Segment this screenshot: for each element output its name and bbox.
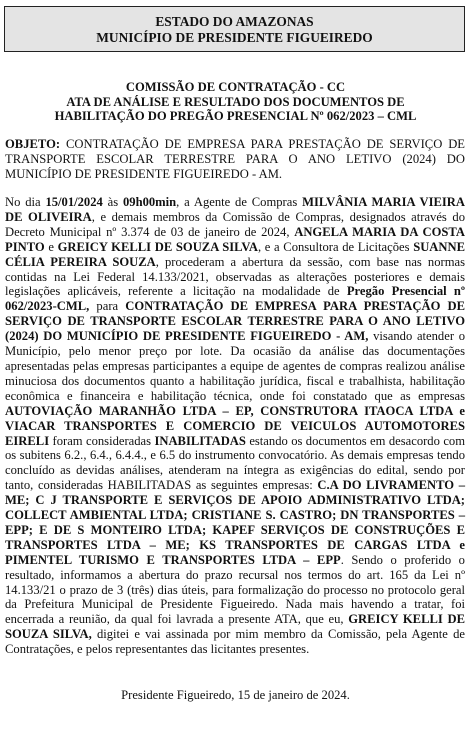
body-bold-run: AUTOVIAÇÃO MARANHÃO LTDA – EP, CONSTRUTORA ITAOCA LTDA e VIACAR TRANSPORTES E COMERCIO DE VEICULOS AUTOMOTORES EIRELI (5, 403, 465, 448)
objeto-text: CONTRATAÇÃO DE EMPRESA PARA PRESTAÇÃO DE SERVIÇO DE TRANSPORTE ESCOLAR TERRESTRE PARA O ANO LETIVO (2024) DO MUNICÍPIO DE PRESIDENTE FIGUEIREDO - AM. (5, 137, 465, 181)
header-municipality: MUNICÍPIO DE PRESIDENTE FIGUEIREDO (96, 30, 373, 45)
objeto-label: OBJETO: (5, 137, 61, 151)
body-bold-run: INABILITADAS (154, 433, 246, 448)
body-bold-run: GREICY KELLI DE SOUZA SILVA (57, 239, 258, 254)
body-text-run: às (102, 195, 123, 209)
body-bold-run: SUANNE CÉLIA PEREIRA SOUZA (5, 239, 465, 269)
body-text-run: , procederam a abertura da sessão, com base nas normas contidas na Lei Federal 14.133/2021, observadas as alterações posteriores e demais legislações aplicáveis, referente a licitação na modalidade de (5, 254, 465, 299)
objeto-paragraph (5, 137, 465, 182)
minutes-body-paragraph (5, 195, 465, 657)
body-text-run: e (44, 239, 58, 254)
header-box (4, 6, 465, 52)
body-text-run: . Sendo o proferido o resultado, informamos a abertura do prazo recursal nos termos do art. 165 da Lei nº 14.133/21 o prazo de 3 (três) dias úteis, para formalização do processo no protocolo geral da Prefeitura Municipal de Presidente Figueiredo. Nada mais havendo a tratar, foi encerrada a reunião, da qual foi lavrada a presente ATA, que eu, (5, 552, 465, 627)
body-bold-run: ANGELA MARIA DA COSTA PINTO (5, 224, 465, 254)
body-text-run: , e demais membros da Comissão de Compras, designados através do Decreto Municipal nº 3.374 de 03 de janeiro de 2024, (5, 209, 465, 239)
signoff-date-line: Presidente Figueiredo, 15 de janeiro de 2024. (121, 688, 350, 702)
body-bold-run: GREICY KELLI DE SOUZA SILVA, (5, 612, 465, 642)
title-line-2: ATA DE ANÁLISE E RESULTADO DOS DOCUMENTOS DE (66, 94, 405, 109)
document-title (0, 80, 471, 124)
body-text-run: para (89, 299, 126, 314)
body-text-run: estando os documentos em desacordo com os subitens 6.2., 6.4., 6.4.4., e 6.5 do instrumento convocatório. As demais empresas tendo concluído as devidas análises, atenderam na íntegra as exigências do edital, sendo por tanto, consideradas HABILITADAS as seguintes empresas: (5, 433, 465, 493)
body-text-run: visando atender o Município, pelo menor preço por lote. Da ocasião da análise das documentações apresentadas pelas empresas participantes a equipe de agentes de compras realizou análise minuciosa dos documentos quanto a habilitação jurídica, fiscal e trabalhista, habilitação econômica e financeira e habilitação técnica, onde foi constatado que as empresas (5, 329, 465, 403)
body-bold-run: 09h00min (122, 195, 177, 209)
title-line-1: COMISSÃO DE CONTRATAÇÃO - CC (125, 80, 346, 94)
title-line-3: HABILITAÇÃO DO PREGÃO PRESENCIAL Nº 062/2023 – CML (54, 109, 417, 124)
body-bold-run: 15/01/2024 (45, 195, 103, 209)
body-text-run: , a Agente de Compras (176, 195, 303, 209)
body-bold-run: Pregão Presencial nº 062/2023-CML, (5, 284, 465, 314)
header-state: ESTADO DO AMAZONAS (155, 14, 314, 29)
body-text-run: foram consideradas (49, 433, 155, 448)
body-text-run: No dia (5, 195, 46, 209)
body-bold-run: CONTRATAÇÃO DE EMPRESA PARA PRESTAÇÃO DE SERVIÇO DE TRANSPORTE ESCOLAR TERRESTRE PARA O ANO LETIVO (2024) DO MUNICÍPIO DE PRESIDENTE FIGUEIREDO - AM, (5, 299, 465, 344)
body-text-run: digitei e vai assinada por mim membro da Comissão, pela Agente de Contratações, e pelos representantes das licitantes presentes. (5, 627, 465, 657)
body-bold-run: C.A DO LIVRAMENTO – ME; C J TRANSPORTE E SERVIÇOS DE APOIO ADMINISTRATIVO LTDA; COLLECT AMBIENTAL LTDA; CRISTIANE S. CASTRO; DN TRANSPORTES – EPP; E DE S MONTEIRO LTDA; KAPEF SERVIÇOS DE CONSTRUÇÕES E TRANSPORTES LTDA – ME; KS TRANSPORTES DE CARGAS LTDA e PIMENTEL TURISMO E TRANSPORTES LTDA – EPP (5, 478, 466, 567)
body-bold-run: MILVÂNIA MARIA VIEIRA DE OLIVEIRA (5, 195, 465, 224)
body-text-run: , e a Consultora de Licitações (257, 239, 414, 254)
